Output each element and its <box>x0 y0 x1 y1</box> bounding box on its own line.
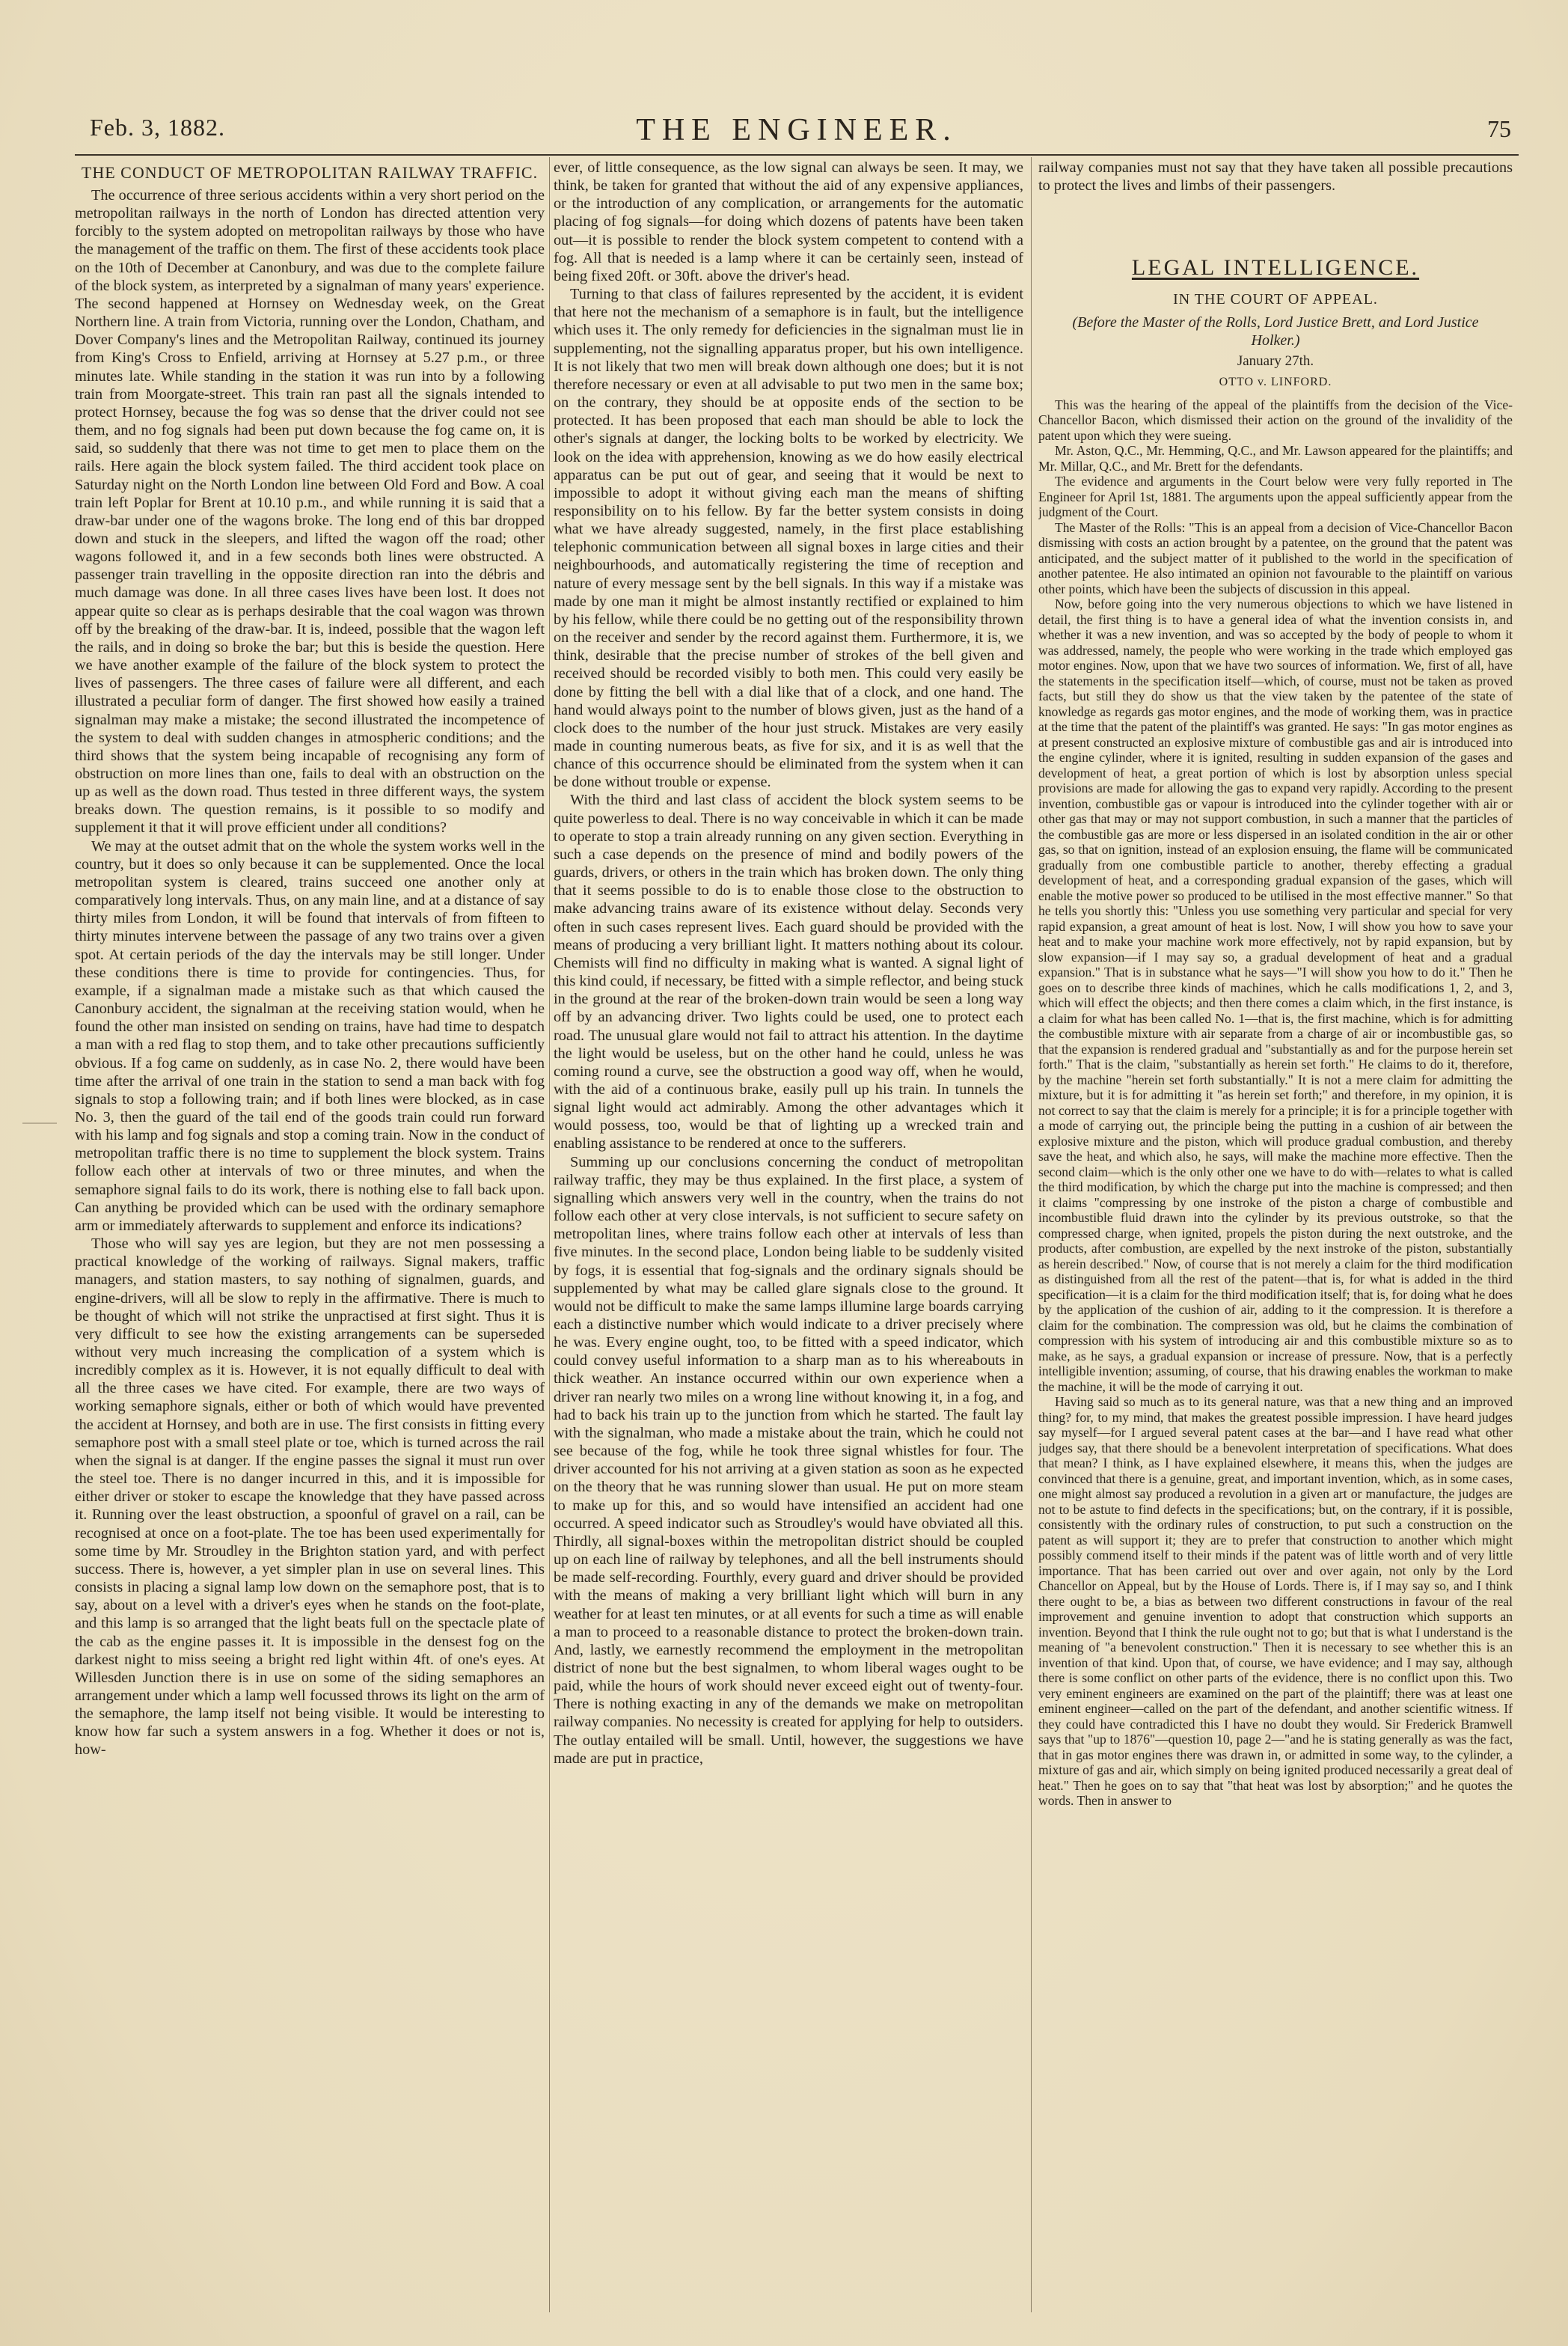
article-paragraph: Turning to that class of failures represented by the accident, it is evident that here not the mechanism of a semaphore is in fault, but the intelligence which uses it. The only remedy for deficiencies in the signalman must lie in supplementing, not the signalling apparatus proper, but his own intelligence. It is not likely that two men will break down although one does; but it is not therefore necessary or even at all advisable to put two men in the same box; on the contrary, they should be at opposite ends of the section to be protected. It has been proposed that each man should be able to lock the other's signals at danger, the locking bolts to be worked by electricity. We look on the idea with apprehension, knowing as we do how easily electrical apparatus can be put out of gear, and seeing that it would be next to impossible to adopt it without giving each man the means of shifting responsibility on to his fellow. By far the better system consists in doing what we have already suggested, namely, in the first place establishing telephonic communication between all signal boxes in large cities and their neighbourhoods, and automatically registering the time of reception and nature of every message sent by the bell signals. In this way if a mistake was made by one man it might be almost instantly rectified or explained to him by his fellow, while there could be no getting out of the responsibility thrown on the receiver and sender by the record against them. Furthermore, it is, we think, desirable that the precise number of strokes of the bell given and received should be recorded visibly to both men. This could very easily be done by fitting the bell with a dial like that of a clock, and one hand. The hand would always point to the number of blows given, just as the hand of a clock does to the number of the hour just struck. Mistakes are very easily made in counting numerous beats, as five for six, and it is as well that the chance of this occurrence should be eliminated from the system when it can be done without trouble or expense. <box>554 286 1023 791</box>
margin-mark <box>22 1122 57 1124</box>
article-paragraph: railway companies must not say that they have taken all possible precautions to protect the lives and limbs of their passengers. <box>1038 159 1513 195</box>
section-heading: LEGAL INTELLIGENCE. <box>1131 255 1420 281</box>
masthead <box>75 112 1519 157</box>
article-paragraph: With the third and last class of accident the block system seems to be quite powerless to deal. There is no way conceivable in which it can be made to operate to stop a train already running on any given section. Everything in such a case depends on the presence of mind and bodily powers of the guards, drivers, or others in the train which has broken down. The only thing that it seems possible to do is to enable those close to the obstruction to make advancing trains aware of its existence without delay. Seconds very often in such cases represent lives. Each guard should be provided with the means of producing a very brilliant light. It matters nothing about its colour. Chemists will find no difficulty in making what is wanted. A signal light of this kind could, if necessary, be fitted with a simple reflector, and being stuck in the ground at the rear of the broken-down train would be seen a long way off by an advancing driver. Two lights could be used, one to protect each road. The unusual glare would not fail to attract his attention. In the daytime the light would be useless, but on the other hand he could, unless he was coming round a curve, see the obstruction a good way off, when he would, with the aid of a continuous brake, easily pull up his train. In tunnels the signal light would act admirably. Among the other advantages which it would possess, too, would be that of lighting up a wrecked train and enabling assistance to be rendered at once to the sufferers. <box>554 792 1023 1152</box>
column-3 <box>1038 159 1513 2314</box>
article-paragraph: We may at the outset admit that on the whole the system works well in the country, but it does so only because it can be supplemented. Once the local metropolitan system is cleared, trains succeed one another only at comparatively long intervals. Thus, on any main line, and at a distance of say thirty miles from London, it will be found that intervals of from fifteen to thirty minutes intervene between the passage of any two trains over a given spot. At certain periods of the day the intervals may be still longer. Under these conditions there is time to provide for contingencies. Thus, for example, if a signalman made a mistake such as that which caused the Canonbury accident, the signalman at the receiving station would, when he found the other man insisted on sending on trains, have had time to despatch a man with a red flag to stop them, and to take other precautions sufficiently obvious. If a fog came on suddenly, as in case No. 2, there would have been time after the arrival of one train in the station to send a man back with fog signals to stop a following train; and if both lines were blocked, as in case No. 3, then the guard of the tail end of the goods train could run forward with his lamp and fog signals and stop a coming train. Now in the conduct of metropolitan traffic there is no time to supplement the block system. Trains follow each other at intervals of two or three minutes, and when the semaphore signal fails to do its work, there is nothing else to fall back upon. Can anything be provided which can be used with the ordinary semaphore arm or immediately afterwards to supplement and enforce its indications? <box>75 837 545 1234</box>
legal-paragraph: Now, before going into the very numerous objections to which we have listened in detail, the first thing is to have a general idea of what the invention consists in, and whether it was a new invention, and was so accepted by the body of people to whom it was addressed, namely, the people who were working in the trade which employed gas motor engines. Now, upon that we have two sources of information. We, first of all, have the statements in the specification itself—which, of course, must not be taken as proved facts, but still they do show us that the view taken by the patentee of the state of knowledge as regards gas motor engines, and the mode of working them, was in practice at the time that the patent of the plaintiff's was granted. He says: "In gas motor engines as at present constructed an explosive mixture of combustible gas and air is introduced into the engine cylinder, where it is ignited, resulting in sudden expansion of the gases and development of heat, a great portion of which is lost by absorption unless special provisions are made for allowing the gas to expand very rapidly. According to the present invention, combustible gas or vapour is introduced into the cylinder together with air or other gas that may or may not support combustion, in such a manner that the particles of the combustible gas are more or less dispersed in an isolated condition in the air or other gas, so that on ignition, instead of an explosion ensuing, the flame will be communicated gradually from one combustible particle to another, thereby effecting a gradual development of heat, and a corresponding gradual expansion of the gases, which will enable the motive power so produced to be utilised in the most effective manner." So that he tells you shortly this: "Unless you use something very particular and special for very rapid expansion, a great amount of heat is lost. Now, I will show you how to save your heat and to make your machine work more effectively, not by rapid expansion, but by slow expansion—if I may say so, a gradual development of heat and a gradual expansion." That is in substance what he says—"I will show you how to do it." Then he goes on to describe three kinds of machines, which he calls modifications 1, 2, and 3, which will effect the objects; and then there comes a claim which, in the first instance, is a claim for what has been called No. 1—that is, the first machine, which is for admitting the combustible mixture with air separate from a charge of air or incombustible gas, so that the expansion is rendered gradual and "substantially as and for the purpose herein set forth." That is the claim, "substantially as herein set forth." He claims to do it, therefore, by the machine "herein set forth substantially." It is not a mere claim for admitting the mixture, but it is for admitting it "as herein set forth;" and therefore, in my opinion, it is not correct to say that the claim is merely for a principle; it is for a principle together with a mode of carrying out, the principle being the putting in a cushion of air between the explosive mixture and the piston, which will produce gradual combustion, and thereby save the heat, and which also, he says, will make the machine more effective. Then the second claim—which is the only other one we have to do with—relates to what is called the third modification, by which the charge put into the machine is compressed; and then it claims "compressing by one instroke of the piston a charge of combustible and incombustible fluid drawn into the cylinder by its previous outstroke, so that the compressed charge, when ignited, propels the piston during the next outstroke, and the products, after combustion, are expelled by the next instroke of the piston, substantially as herein described." Now, of course that is not merely a claim for the third modification as distinguished from all the rest of the patent—that is, for what is added in the third specification—it is a claim for the third modification itself; that is, for doing what he does by the application of the cushion of air, adding to it the compression. It is therefore a claim for the combination. The compression was old, but he claims the combination of compression with his system of introducing air and this combustible mixture so as to make, as he says, a gradual expansion or increase of pressure. Now, that is a perfectly intelligible invention; assuming, of course, that his drawing enables the workman to make the machine, it will be the mode of carrying it out. <box>1038 596 1513 1394</box>
article-paragraph: The occurrence of three serious accidents within a very short period on the metropolitan railways in the north of London has directed attention very forcibly to the system adopted on metropolitan railways by those who have the management of the traffic on them. The first of these accidents took place on the 10th of December at Canonbury, and was due to the complete failure of the block system, as interpreted by a signalman of many years' experience. The second happened at Hornsey on Wednesday week, on the Great Northern line. A train from Victoria, running over the London, Chatham, and Dover Company's lines and the Metropolitan Railway, continued its journey from King's Cross to Enfield, arriving at Hornsey at 5.27 p.m., or three minutes late. While standing in the station it was run into by a following train from Moorgate-street. This train ran past all the signals intended to protect Hornsey, because the fog was so dense that the driver could not see them, and no fog signals had been put down because the fog came on, it is said, so suddenly that there was not time to get men to place them on the rails. Here again the block system failed. The third accident took place on Saturday night on the North London line between Old Ford and Bow. A coal train left Poplar for Brent at 10.10 p.m., and while running it is said that a draw-bar under one of the wagons broke. The long end of this bar dropped down and stuck in the sleepers, and lifted the wagon off the road; other wagons followed it, and in a few seconds both lines were obstructed. A passenger train travelling in the opposite direction ran into the débris and much damage was done. In all three cases lives have been lost. It does not appear quite so clear as is perhaps desirable that the coal wagon was thrown off by the breaking of the draw-bar. It is, indeed, possible that the wagon left the rails, and in doing so broke the bar; but this is beside the question. Here we have another example of the failure of the block system to protect the lives of passengers. The three cases of failure were all different, and each illustrated a peculiar form of danger. The first showed how easily a trained signalman may make a mistake; the second illustrated the incompetence of the system to deal with sudden changes in atmospheric conditions; and the third shows that the system being incapable of recognising any form of obstruction on more lines than one, fails to deal with an obstruction on the up as well as the down road. Thus tested in three different ways, the system breaks down. The question remains, is it possible to so modify and supplement it that it will prove efficient under all conditions? <box>75 187 545 837</box>
issue-date: Feb. 3, 1882. <box>90 114 225 141</box>
legal-paragraph: This was the hearing of the appeal of the plaintiffs from the decision of the Vice-Chancellor Bacon, which dismissed their action on the ground of the invalidity of the patent upon which they were sueing. <box>1038 397 1513 443</box>
column-divider <box>1031 157 1032 2312</box>
case-name: OTTO v. LINFORD. <box>1219 375 1332 388</box>
column-divider <box>549 157 550 2312</box>
bench-line: (Before the Master of the Rolls, Lord Justice Brett, and Lord Justice Holker.) <box>1072 314 1479 349</box>
column-2 <box>554 159 1023 2314</box>
legal-paragraph: Having said so much as to its general nature, was that a new thing and an improved thing? for, to my mind, that makes the greatest possible impression. I have heard judges say myself—for I argued several patent cases at the bar—and I have read what other judges say, that there should be a benevolent interpretation of specifications. What does that mean? I think, as I have explained elsewhere, it means this, when the judges are convinced that there is a genuine, great, and important invention, which, as in some cases, one might almost say produced a revolution in a given art or manufacture, the judges are not to be astute to find defects in the specifications; but, on the contrary, if it is possible, consistently with the ordinary rules of construction, to put such a construction on the patent as will support it; they are to prefer that construction to another which might possibly commend itself to their minds if the patent was of little worth and of very little importance. That has been carried out over and over again, not only by the Lord Chancellor on Appeal, but by the House of Lords. There is, if I may say so, and I think there ought to be, a bias as between two different constructions in favour of the real improvement and genuine invention to adopt that construction which supports an invention. Beyond that I think the rule ought not to go; but that is what I understand is the meaning of "a benevolent construction." Then it is necessary to see whether this is an invention of that kind. Upon that, of course, we have evidence; and I may say, although there is some conflict on other parts of the evidence, there is no conflict upon this. Two very eminent engineers are examined on the part of the plaintiff; there was at least one eminent engineer—called on the part of the defendant, and another scientific witness. If they could have contradicted this I have no doubt they would. Sir Frederick Bramwell says that "up to 1876"—question 10, page 2—"and he is stating generally as was the fact, that in gas motor engines there was drawn in, or admitted in some way, to the cylinder, a mixture of gas and air, which simply on being ignited produced necessarily a great deal of heat." Then he goes on to say that "that heat was lost by absorption;" and he quotes the words. Then in answer to <box>1038 1394 1513 1809</box>
legal-paragraph: Mr. Aston, Q.C., Mr. Hemming, Q.C., and Mr. Lawson appeared for the plaintiffs; and Mr. Millar, Q.C., and Mr. Brett for the defendants. <box>1038 443 1513 474</box>
hearing-date: January 27th. <box>1237 352 1314 369</box>
court-name: IN THE COURT OF APPEAL. <box>1173 291 1378 308</box>
article-paragraph: Those who will say yes are legion, but they are not men possessing a practical knowledge of the working of railways. Signal makers, traffic managers, and station masters, to say nothing of signalmen, guards, and engine-drivers, will all be slow to reply in the affirmative. There is much to be thought of which will not strike the unpractised at first sight. Thus it is very difficult to see how the existing arrangements can be superseded without very much increasing the complication of a system which is incredibly complex as it is. However, it is not equally difficult to deal with all the three cases we have cited. For example, there are two ways of working semaphore signals, either or both of which would have prevented the accident at Hornsey, and both are in use. The first consists in fitting every semaphore post with a small steel plate or toe, which is turned across the rail when the signal is at danger. If the engine passes the signal it must run over the steel toe. There is no danger incurred in this, and it is impossible for either driver or stoker to escape the knowledge that they have passed across it. Running over the least obstruction, a spoonful of gravel on a rail, can be recognised at once on a foot-plate. The toe has been used experimentally for some time by Mr. Stroudley in the Brighton station yard, and with perfect success. There is, however, a yet simpler plan in use on several lines. This consists in placing a signal lamp low down on the semaphore post, that is to say, about on a level with a driver's eyes when he stands on the foot-plate, and this lamp is so arranged that the light beats full on the spectacle plate of the cab as the engine passes it. It is impossible in the densest fog on the darkest night to miss seeing a bright red light within 4ft. of one's eyes. At Willesden Junction there is in use on some of the siding semaphores an arrangement under which a lamp well focussed throws its light on the arm of the semaphore, the lamp itself not being visible. It would be interesting to know how far such a system answers in a fog. Whether it does or not is, how- <box>75 1235 545 1759</box>
publication-title: THE ENGINEER. <box>636 113 958 147</box>
masthead-rule <box>75 154 1519 156</box>
legal-paragraph: The evidence and arguments in the Court below were very fully reported in The Engineer for April 1st, 1881. The arguments upon the appeal sufficiently appear from the judgment of the Court. <box>1038 474 1513 520</box>
article-paragraph: ever, of little consequence, as the low signal can always be seen. It may, we think, be taken for granted that without the aid of any expensive appliances, or the introduction of any complication, or arrangements for the automatic placing of fog signals—for doing which dozens of patents have been taken out—it is possible to render the block system competent to contend with a fog. All that is needed is a lamp where it can be certainly seen, instead of being fixed 20ft. or 30ft. above the driver's head. <box>554 159 1023 284</box>
page-number: 75 <box>1487 115 1511 142</box>
legal-paragraph: The Master of the Rolls: "This is an appeal from a decision of Vice-Chancellor Bacon dismissing with costs an action brought by a patentee, on the ground that the patent was anticipated, and the subject matter of it published to the world in the specification of another patentee. He also intimated an opinion not favourable to the plaintiff on various other points, which have been the subjects of discussion in this appeal. <box>1038 519 1513 596</box>
column-1 <box>75 159 545 2314</box>
article-paragraph: Summing up our conclusions concerning the conduct of metropolitan railway traffic, they may be thus explained. In the first place, a system of signalling which answers very well in the country, when the trains do not follow each other at very close intervals, is not sufficient to secure safety on metropolitan lines, where trains follow each other at intervals of less than five minutes. In the second place, London being liable to be suddenly visited by fogs, it is essential that fog-signals and the ordinary signals should be supplemented by what may be called glare signals close to the ground. It would not be difficult to make the same lamps illumine large boards carrying each a distinctive number which would indicate to a driver precisely where he was. Every engine ought, too, to be fitted with a speed indicator, which could convey useful information to a sharp man as to his whereabouts in thick weather. An instance occurred within our own experience when a driver ran nearly two miles on a wrong line without knowing it, in a fog, and had to back his train up to the junction from which he started. The fault lay with the signalman, who made a mistake about the train, which he could not see because of the fog, while he took three signal whistles for four. The driver accounted for his not arriving at a given station as soon as he expected on the theory that he was running slower than usual. He put on more steam to make up for this, and so would have intensified an accident had one occurred. A speed indicator such as Stroudley's would have obviated all this. Thirdly, all signal-boxes within the metropolitan district should be coupled up on each line of railway by telephones, and all the bell instruments should be made self-recording. Fourthly, every guard and driver should be provided with the means of making a very brilliant light which will burn in any weather for at least ten minutes, or at all events for such a time as will enable a man to proceed to a reasonable distance to protect the broken-down train. And, lastly, we earnestly recommend the employment in the metropolitan district of none but the best signalmen, to whom liberal wages ought to be paid, while the hours of work should never exceed eight out of twenty-four. There is nothing exacting in any of the demands we make on metropolitan railway companies. No necessity is created for applying for help to outsiders. The outlay entailed will be small. Until, however, the suggestions we have made are put in practice, <box>554 1153 1023 1767</box>
article-title: THE CONDUCT OF METROPOLITAN RAILWAY TRAFFIC. <box>81 163 539 182</box>
